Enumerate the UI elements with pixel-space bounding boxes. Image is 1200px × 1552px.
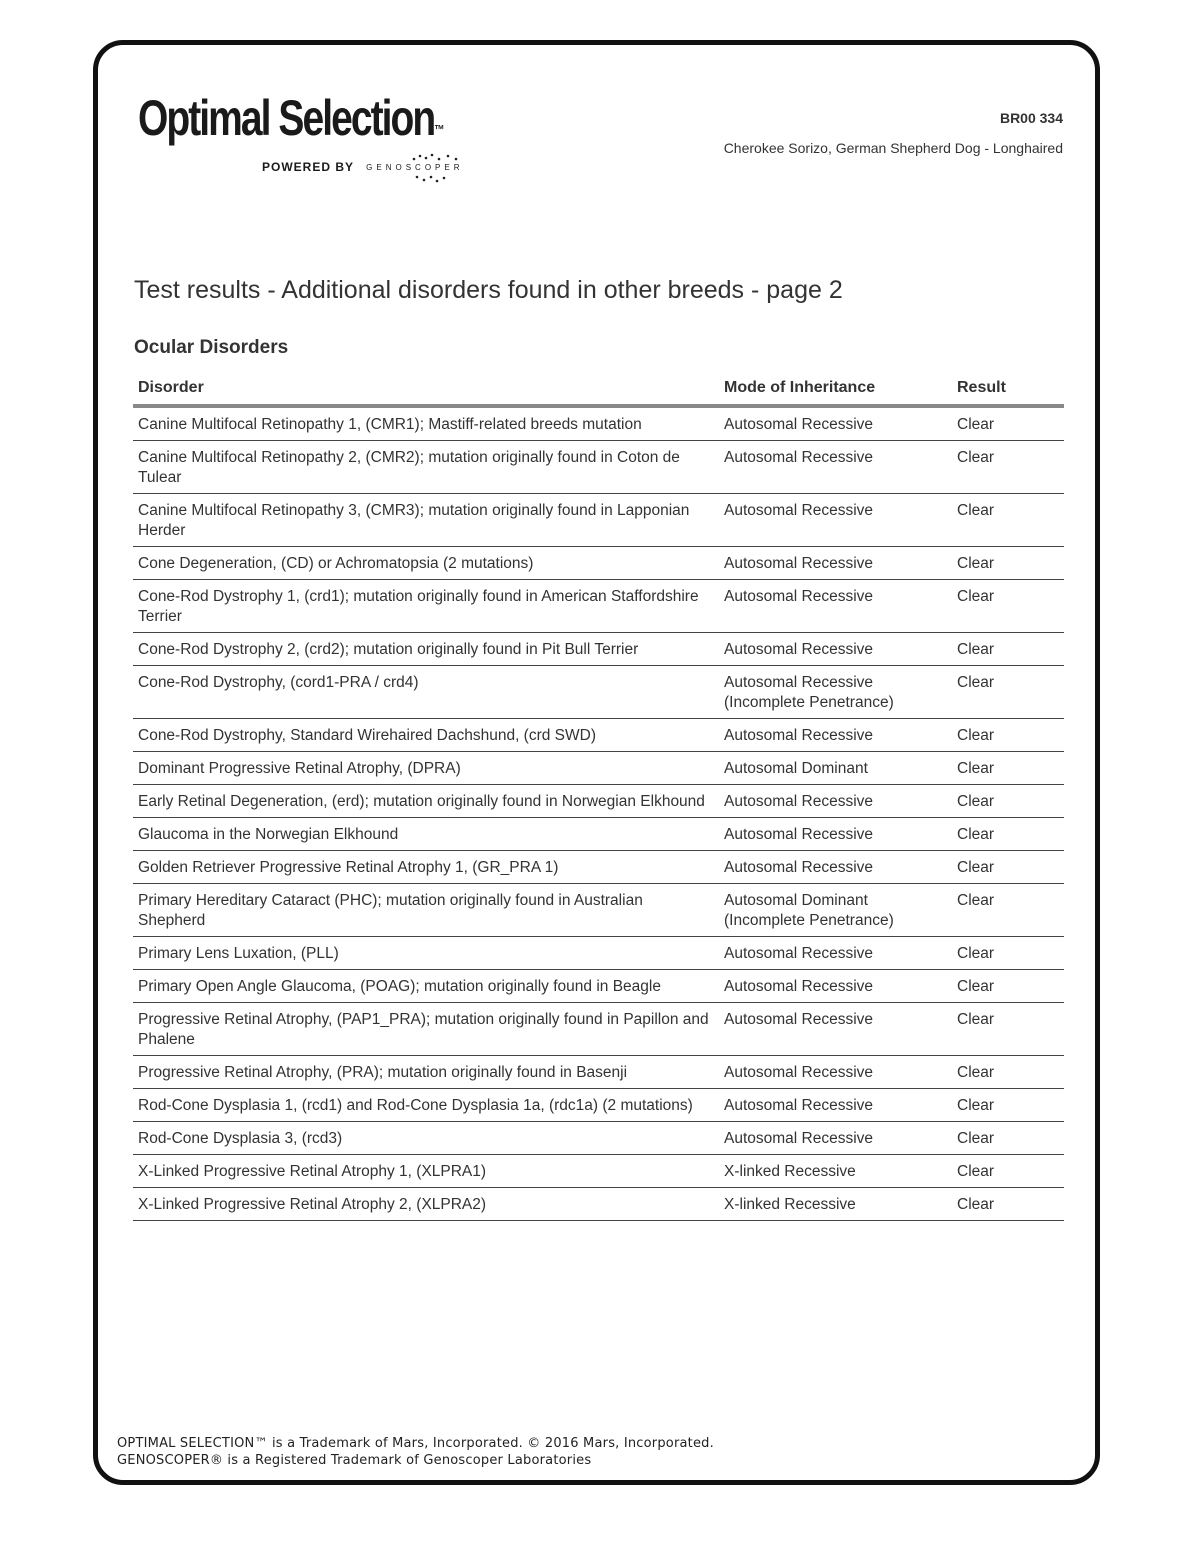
footer-line-2: GENOSCOPER® is a Registered Trademark of Genoscoper Laboratories: [117, 1453, 592, 1468]
result-cell: Clear: [952, 1122, 1064, 1155]
table-row: [133, 937, 1064, 970]
result-cell: Clear: [952, 752, 1064, 785]
header-disorder: Disorder: [133, 372, 719, 406]
disorder-cell: Cone Degeneration, (CD) or Achromatopsia (2 mutations): [133, 547, 719, 580]
result-cell: Clear: [952, 937, 1064, 970]
disorder-cell: Canine Multifocal Retinopathy 2, (CMR2); mutation originally found in Coton de Tulear: [133, 441, 719, 494]
disorder-cell: Primary Hereditary Cataract (PHC); mutation originally found in Australian Shepherd: [133, 884, 719, 937]
disorder-cell: X-Linked Progressive Retinal Atrophy 2, (XLPRA2): [133, 1188, 719, 1221]
table-row: [133, 580, 1064, 633]
optimal-selection-logo: [138, 88, 531, 174]
disorder-cell: Rod-Cone Dysplasia 1, (rcd1) and Rod-Cone Dysplasia 1a, (rdc1a) (2 mutations): [133, 1089, 719, 1122]
table-row: [133, 818, 1064, 851]
result-cell: Clear: [952, 441, 1064, 494]
section-title: Ocular Disorders: [134, 337, 289, 358]
result-cell: Clear: [952, 666, 1064, 719]
disorder-cell: X-Linked Progressive Retinal Atrophy 1, (XLPRA1): [133, 1155, 719, 1188]
disorder-cell: Primary Lens Luxation, (PLL): [133, 937, 719, 970]
mode-cell: Autosomal Recessive: [719, 1089, 952, 1122]
result-cell: Clear: [952, 1003, 1064, 1056]
mode-cell: Autosomal Dominant: [719, 752, 952, 785]
header-mode: Mode of Inheritance: [719, 372, 952, 406]
table-row: [133, 547, 1064, 580]
table-row: [133, 851, 1064, 884]
result-cell: Clear: [952, 547, 1064, 580]
mode-cell: Autosomal Recessive: [719, 937, 952, 970]
result-cell: Clear: [952, 1188, 1064, 1221]
table-row: [133, 752, 1064, 785]
disorder-cell: Progressive Retinal Atrophy, (PAP1_PRA); mutation originally found in Papillon and Phalene: [133, 1003, 719, 1056]
dog-name: Cherokee Sorizo, German Shepherd Dog - Longhaired: [723, 140, 1063, 156]
table-row: [133, 719, 1064, 752]
disorder-cell: Canine Multifocal Retinopathy 3, (CMR3); mutation originally found in Lapponian Herder: [133, 494, 719, 547]
result-cell: Clear: [952, 851, 1064, 884]
table-row: [133, 441, 1064, 494]
table-row: [133, 494, 1064, 547]
disorder-cell: Cone-Rod Dystrophy, (cord1-PRA / crd4): [133, 666, 719, 719]
disorder-cell: Dominant Progressive Retinal Atrophy, (DPRA): [133, 752, 719, 785]
table-row: [133, 1003, 1064, 1056]
result-cell: Clear: [952, 719, 1064, 752]
disorder-cell: Primary Open Angle Glaucoma, (POAG); mutation originally found in Beagle: [133, 970, 719, 1003]
header-result: Result: [952, 372, 1064, 406]
mode-cell: Autosomal Recessive: [719, 441, 952, 494]
disorder-cell: Early Retinal Degeneration, (erd); mutation originally found in Norwegian Elkhound: [133, 785, 719, 818]
genoscoper-logo: GENOSCOPER: [366, 163, 463, 172]
result-cell: Clear: [952, 1056, 1064, 1089]
table-row: [133, 406, 1064, 441]
disorder-cell: Glaucoma in the Norwegian Elkhound: [133, 818, 719, 851]
mode-cell: Autosomal Recessive (Incomplete Penetrance): [719, 666, 952, 719]
disorder-cell: Golden Retriever Progressive Retinal Atrophy 1, (GR_PRA 1): [133, 851, 719, 884]
disorder-cell: Canine Multifocal Retinopathy 1, (CMR1); Mastiff-related breeds mutation: [133, 406, 719, 441]
table-row: [133, 1155, 1064, 1188]
powered-by-genoscoper: POWERED BY GENOSCOPER: [262, 160, 463, 174]
disorder-cell: Cone-Rod Dystrophy 1, (crd1); mutation originally found in American Staffordshire Terrier: [133, 580, 719, 633]
mode-cell: Autosomal Recessive: [719, 633, 952, 666]
table-row: [133, 633, 1064, 666]
results-table: [133, 372, 1064, 1221]
mode-cell: Autosomal Recessive: [719, 580, 952, 633]
table-row: [133, 785, 1064, 818]
table-row: [133, 970, 1064, 1003]
result-cell: Clear: [952, 1089, 1064, 1122]
table-row: [133, 1089, 1064, 1122]
result-cell: Clear: [952, 494, 1064, 547]
mode-cell: Autosomal Recessive: [719, 406, 952, 441]
result-cell: Clear: [952, 884, 1064, 937]
disorder-cell: Cone-Rod Dystrophy 2, (crd2); mutation originally found in Pit Bull Terrier: [133, 633, 719, 666]
result-cell: Clear: [952, 818, 1064, 851]
disorder-cell: Rod-Cone Dysplasia 3, (rcd3): [133, 1122, 719, 1155]
table-header-row: [133, 372, 1064, 406]
mode-cell: Autosomal Recessive: [719, 1056, 952, 1089]
result-cell: Clear: [952, 785, 1064, 818]
disorder-cell: Progressive Retinal Atrophy, (PRA); mutation originally found in Basenji: [133, 1056, 719, 1089]
logo-title: Optimal Selection™: [138, 90, 445, 146]
footer-line-1: OPTIMAL SELECTION™ is a Trademark of Mars, Incorporated. © 2016 Mars, Incorporated.: [117, 1436, 714, 1451]
page-title: Test results - Additional disorders found in other breeds - page 2: [134, 276, 843, 304]
mode-cell: X-linked Recessive: [719, 1155, 952, 1188]
document-id: BR00 334: [999, 110, 1063, 126]
table-row: [133, 666, 1064, 719]
table-row: [133, 1056, 1064, 1089]
genoscoper-dots-icon: [404, 153, 474, 183]
mode-cell: Autosomal Recessive: [719, 970, 952, 1003]
mode-cell: X-linked Recessive: [719, 1188, 952, 1221]
mode-cell: Autosomal Dominant (Incomplete Penetrance): [719, 884, 952, 937]
mode-cell: Autosomal Recessive: [719, 494, 952, 547]
result-cell: Clear: [952, 406, 1064, 441]
result-cell: Clear: [952, 580, 1064, 633]
table-row: [133, 884, 1064, 937]
table-row: [133, 1188, 1064, 1221]
mode-cell: Autosomal Recessive: [719, 851, 952, 884]
disorder-cell: Cone-Rod Dystrophy, Standard Wirehaired Dachshund, (crd SWD): [133, 719, 719, 752]
footer: [117, 1435, 714, 1469]
mode-cell: Autosomal Recessive: [719, 1122, 952, 1155]
mode-cell: Autosomal Recessive: [719, 547, 952, 580]
table-row: [133, 1122, 1064, 1155]
mode-cell: Autosomal Recessive: [719, 719, 952, 752]
result-cell: Clear: [952, 970, 1064, 1003]
mode-cell: Autosomal Recessive: [719, 818, 952, 851]
result-cell: Clear: [952, 1155, 1064, 1188]
mode-cell: Autosomal Recessive: [719, 1003, 952, 1056]
mode-cell: Autosomal Recessive: [719, 785, 952, 818]
result-cell: Clear: [952, 633, 1064, 666]
